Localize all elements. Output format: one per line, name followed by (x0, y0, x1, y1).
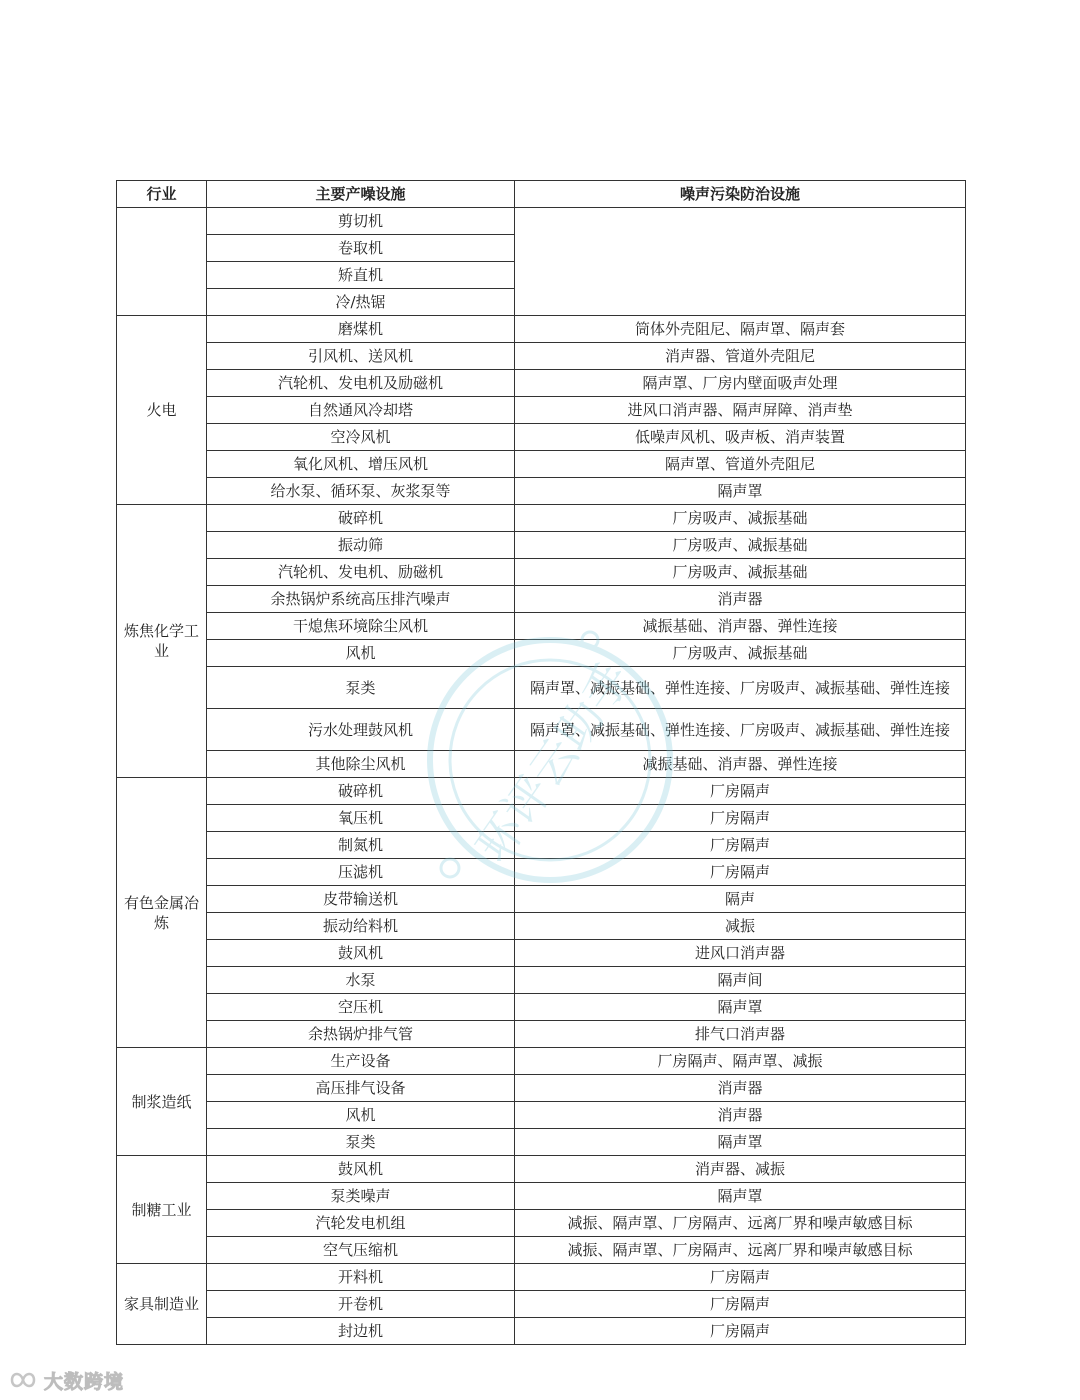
measure-cell: 消声器 (515, 1102, 966, 1129)
footer-logo-text: 大数跨境 (44, 1370, 125, 1393)
measure-cell (515, 208, 966, 316)
table-row (117, 478, 966, 505)
measure-cell: 减振基础、消声器、弹性连接 (515, 751, 966, 778)
equipment-cell: 生产设备 (207, 1048, 515, 1075)
industry-cell: 炼焦化学工业 (117, 505, 207, 778)
table-row (117, 1237, 966, 1264)
table-row (117, 316, 966, 343)
measure-cell: 低噪声风机、吸声板、消声装置 (515, 424, 966, 451)
table-row (117, 967, 966, 994)
table-row (117, 913, 966, 940)
table-row (117, 505, 966, 532)
table-row (117, 613, 966, 640)
table-row (117, 886, 966, 913)
equipment-cell: 皮带输送机 (207, 886, 515, 913)
equipment-cell: 泵类噪声 (207, 1183, 515, 1210)
equipment-cell: 氧压机 (207, 805, 515, 832)
measure-cell: 隔声罩、厂房内壁面吸声处理 (515, 370, 966, 397)
equipment-cell: 自然通风冷却塔 (207, 397, 515, 424)
table-row (117, 1156, 966, 1183)
equipment-cell: 矫直机 (207, 262, 515, 289)
table-row (117, 778, 966, 805)
equipment-cell: 冷/热锯 (207, 289, 515, 316)
equipment-cell: 磨煤机 (207, 316, 515, 343)
measure-cell: 厂房隔声、隔声罩、减振 (515, 1048, 966, 1075)
industry-cell: 制糖工业 (117, 1156, 207, 1264)
table-row (117, 994, 966, 1021)
table-row (117, 1129, 966, 1156)
measure-cell: 消声器 (515, 1075, 966, 1102)
measure-cell: 厂房隔声 (515, 859, 966, 886)
measure-cell: 厂房隔声 (515, 832, 966, 859)
header-measures: 噪声污染防治设施 (515, 181, 966, 208)
industry-cell (117, 208, 207, 316)
table-row (117, 1183, 966, 1210)
equipment-cell: 汽轮机、发电机、励磁机 (207, 559, 515, 586)
measure-cell: 减振、隔声罩、厂房隔声、远离厂界和噪声敏感目标 (515, 1237, 966, 1264)
header-industry: 行业 (117, 181, 207, 208)
measure-cell: 隔声罩、管道外壳阻尼 (515, 451, 966, 478)
table-body (117, 208, 966, 1345)
equipment-cell: 污水处理鼓风机 (207, 709, 515, 751)
table-row (117, 1102, 966, 1129)
table-row (117, 709, 966, 751)
equipment-cell: 余热锅炉排气管 (207, 1021, 515, 1048)
measure-cell: 厂房吸声、减振基础 (515, 559, 966, 586)
equipment-cell: 汽轮发电机组 (207, 1210, 515, 1237)
measure-cell: 厂房吸声、减振基础 (515, 640, 966, 667)
measure-cell: 厂房隔声 (515, 1291, 966, 1318)
table-row (117, 805, 966, 832)
table-row (117, 1210, 966, 1237)
table-row (117, 640, 966, 667)
equipment-cell: 振动给料机 (207, 913, 515, 940)
table-row (117, 424, 966, 451)
equipment-cell: 鼓风机 (207, 1156, 515, 1183)
table-header-row (117, 181, 966, 208)
equipment-cell: 干熄焦环境除尘风机 (207, 613, 515, 640)
measure-cell: 进风口消声器 (515, 940, 966, 967)
table-row (117, 370, 966, 397)
measure-cell: 厂房吸声、减振基础 (515, 532, 966, 559)
measure-cell: 隔声罩、减振基础、弹性连接、厂房吸声、减振基础、弹性连接 (515, 667, 966, 709)
equipment-cell: 余热锅炉系统高压排汽噪声 (207, 586, 515, 613)
equipment-cell: 破碎机 (207, 505, 515, 532)
equipment-cell: 鼓风机 (207, 940, 515, 967)
table-row (117, 586, 966, 613)
svg-text:环评云助手: 环评云助手 (465, 652, 642, 872)
measure-cell: 消声器、管道外壳阻尼 (515, 343, 966, 370)
measure-cell: 隔声罩 (515, 1129, 966, 1156)
table-row (117, 1048, 966, 1075)
table-row (117, 751, 966, 778)
infinity-logo-icon (8, 1368, 38, 1392)
measure-cell: 隔声罩 (515, 1183, 966, 1210)
measure-cell: 减振 (515, 913, 966, 940)
equipment-cell: 空压机 (207, 994, 515, 1021)
measure-cell: 隔声罩、减振基础、弹性连接、厂房吸声、减振基础、弹性连接 (515, 709, 966, 751)
equipment-cell: 剪切机 (207, 208, 515, 235)
industry-cell: 有色金属冶炼 (117, 778, 207, 1048)
measure-cell: 消声器 (515, 586, 966, 613)
table-row (117, 532, 966, 559)
industry-cell: 火电 (117, 316, 207, 505)
equipment-cell: 风机 (207, 1102, 515, 1129)
equipment-cell: 开料机 (207, 1264, 515, 1291)
equipment-cell: 封边机 (207, 1318, 515, 1345)
table-row (117, 1318, 966, 1345)
measure-cell: 消声器、减振 (515, 1156, 966, 1183)
table-row (117, 559, 966, 586)
measure-cell: 减振、隔声罩、厂房隔声、远离厂界和噪声敏感目标 (515, 1210, 966, 1237)
industry-cell: 制浆造纸 (117, 1048, 207, 1156)
measure-cell: 厂房吸声、减振基础 (515, 505, 966, 532)
footer-logo (8, 1366, 124, 1394)
measure-cell: 排气口消声器 (515, 1021, 966, 1048)
table-row (117, 859, 966, 886)
measure-cell: 减振基础、消声器、弹性连接 (515, 613, 966, 640)
equipment-cell: 氧化风机、增压风机 (207, 451, 515, 478)
measure-cell: 厂房隔声 (515, 805, 966, 832)
table-row (117, 1264, 966, 1291)
equipment-cell: 空冷风机 (207, 424, 515, 451)
equipment-cell: 破碎机 (207, 778, 515, 805)
equipment-cell: 水泵 (207, 967, 515, 994)
measure-cell: 隔声罩 (515, 994, 966, 1021)
table-row (117, 1075, 966, 1102)
measure-cell: 厂房隔声 (515, 778, 966, 805)
measure-cell: 厂房隔声 (515, 1264, 966, 1291)
equipment-cell: 汽轮机、发电机及励磁机 (207, 370, 515, 397)
equipment-cell: 风机 (207, 640, 515, 667)
equipment-cell: 卷取机 (207, 235, 515, 262)
measure-cell: 隔声 (515, 886, 966, 913)
header-equipment: 主要产噪设施 (207, 181, 515, 208)
measure-cell: 隔声罩 (515, 478, 966, 505)
equipment-cell: 给水泵、循环泵、灰浆泵等 (207, 478, 515, 505)
noise-control-table (116, 180, 966, 1345)
equipment-cell: 压滤机 (207, 859, 515, 886)
table-row (117, 1291, 966, 1318)
equipment-cell: 泵类 (207, 1129, 515, 1156)
equipment-cell: 空气压缩机 (207, 1237, 515, 1264)
equipment-cell: 开卷机 (207, 1291, 515, 1318)
table-row (117, 832, 966, 859)
equipment-cell: 制氮机 (207, 832, 515, 859)
measure-cell: 厂房隔声 (515, 1318, 966, 1345)
equipment-cell: 高压排气设备 (207, 1075, 515, 1102)
measure-cell: 隔声间 (515, 967, 966, 994)
measure-cell: 进风口消声器、隔声屏障、消声垫 (515, 397, 966, 424)
equipment-cell: 其他除尘风机 (207, 751, 515, 778)
table-row (117, 667, 966, 709)
equipment-cell: 振动筛 (207, 532, 515, 559)
table-row (117, 343, 966, 370)
industry-cell: 家具制造业 (117, 1264, 207, 1345)
table-row (117, 397, 966, 424)
equipment-cell: 引风机、送风机 (207, 343, 515, 370)
table-row (117, 451, 966, 478)
table-row (117, 208, 966, 235)
table-row (117, 1021, 966, 1048)
measure-cell: 筒体外壳阻尼、隔声罩、隔声套 (515, 316, 966, 343)
equipment-cell: 泵类 (207, 667, 515, 709)
table-row (117, 940, 966, 967)
